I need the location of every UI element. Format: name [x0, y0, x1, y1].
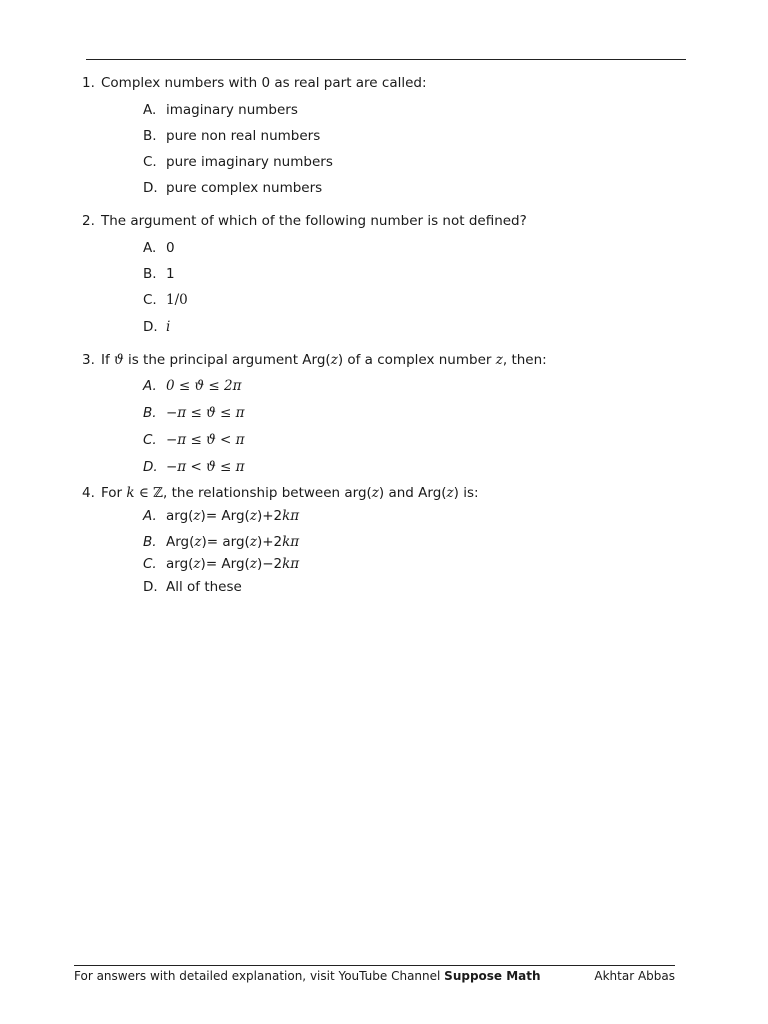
option-text: pure non real numbers [166, 128, 321, 144]
option-letter: A. [143, 102, 157, 118]
math-symbol: ∈ ℤ [134, 485, 164, 501]
option-1b [143, 127, 320, 145]
option-4b [143, 533, 299, 551]
option-4d [143, 578, 242, 596]
option-letter: D. [143, 579, 158, 595]
option-text-part: )+2 [256, 534, 283, 550]
option-1c [143, 153, 333, 171]
option-math: −π ≤ ϑ ≤ π [166, 405, 245, 421]
question-4 [82, 484, 479, 502]
option-letter: B. [143, 266, 157, 282]
option-letter: A. [143, 240, 157, 256]
question-text: The argument of which of the following number is not defined? [101, 213, 527, 229]
question-number: 3. [82, 352, 95, 368]
question-text-part: , the relationship between arg( [163, 485, 372, 501]
math-symbol: kπ [282, 556, 300, 572]
option-letter: D. [143, 180, 158, 196]
option-3d [143, 458, 245, 476]
footer-note [74, 968, 541, 984]
math-symbol: k [126, 485, 135, 501]
option-text-part: Arg( [166, 534, 195, 550]
option-letter: C. [143, 154, 157, 170]
math-symbol: z [194, 534, 202, 550]
option-3b [143, 404, 245, 422]
math-symbol: z [249, 556, 257, 572]
option-4a [143, 507, 299, 525]
math-symbol: z [495, 352, 503, 368]
option-letter: A. [143, 378, 157, 394]
option-text-part: )= Arg( [200, 556, 250, 572]
option-text: i [166, 319, 171, 335]
footer-rule [74, 965, 675, 966]
option-3c [143, 431, 245, 449]
math-symbol: z [249, 508, 257, 524]
option-2b [143, 265, 175, 283]
channel-name: Suppose Math [444, 969, 541, 983]
option-letter: C. [143, 432, 157, 448]
option-text-part: )−2 [256, 556, 283, 572]
math-symbol: kπ [282, 508, 300, 524]
option-2a [143, 239, 175, 257]
option-text: pure complex numbers [166, 180, 323, 196]
option-letter: D. [143, 319, 158, 335]
question-text-part: ) of a complex number [337, 352, 496, 368]
option-4c [143, 555, 299, 573]
question-number: 2. [82, 213, 95, 229]
question-text-part: If [101, 352, 115, 368]
question-text-part: For [101, 485, 127, 501]
option-3a [143, 377, 242, 395]
option-letter: B. [143, 534, 157, 550]
math-symbol: z [193, 556, 201, 572]
question-number: 1. [82, 75, 95, 91]
option-letter: C. [143, 292, 157, 308]
option-letter: C. [143, 556, 157, 572]
math-symbol: z [249, 534, 257, 550]
option-letter: D. [143, 459, 158, 475]
question-text: Complex numbers with 0 as real part are called: [101, 75, 427, 91]
option-2d [143, 318, 170, 336]
option-text: pure imaginary numbers [166, 154, 333, 170]
option-math: −π < ϑ ≤ π [166, 459, 245, 475]
footer-author: Akhtar Abbas [594, 969, 675, 983]
question-text-part: ) is: [453, 485, 479, 501]
option-text-part: )= Arg( [200, 508, 250, 524]
question-1 [82, 74, 427, 92]
option-text-part: arg( [166, 508, 194, 524]
question-text-part: , then: [502, 352, 547, 368]
option-text: 0 [166, 240, 175, 256]
question-2 [82, 212, 527, 230]
option-text: 1/0 [166, 292, 188, 308]
question-text-part: ) and Arg( [378, 485, 447, 501]
footer-text: For answers with detailed explanation, visit YouTube Channel [74, 969, 445, 983]
option-text: All of these [166, 579, 242, 595]
option-math: 0 ≤ ϑ ≤ 2π [166, 378, 242, 394]
option-text-part: )+2 [256, 508, 283, 524]
question-text-part: is the principal argument Arg( [123, 352, 331, 368]
option-text: 1 [166, 266, 175, 282]
top-rule [86, 59, 686, 60]
option-1d [143, 179, 322, 197]
question-3 [82, 351, 547, 369]
option-letter: A. [143, 508, 157, 524]
option-2c [143, 291, 188, 309]
option-letter: B. [143, 128, 157, 144]
math-symbol: z [330, 352, 338, 368]
option-letter: B. [143, 405, 157, 421]
math-symbol: z [371, 485, 379, 501]
math-symbol: kπ [282, 534, 300, 550]
option-text-part: arg( [166, 556, 194, 572]
math-symbol: ϑ [114, 352, 124, 368]
option-math: −π ≤ ϑ < π [166, 432, 245, 448]
option-1a [143, 101, 298, 119]
math-symbol: z [193, 508, 201, 524]
math-symbol: z [446, 485, 454, 501]
option-text-part: )= arg( [201, 534, 250, 550]
question-number: 4. [82, 485, 95, 501]
option-text: imaginary numbers [166, 102, 298, 118]
